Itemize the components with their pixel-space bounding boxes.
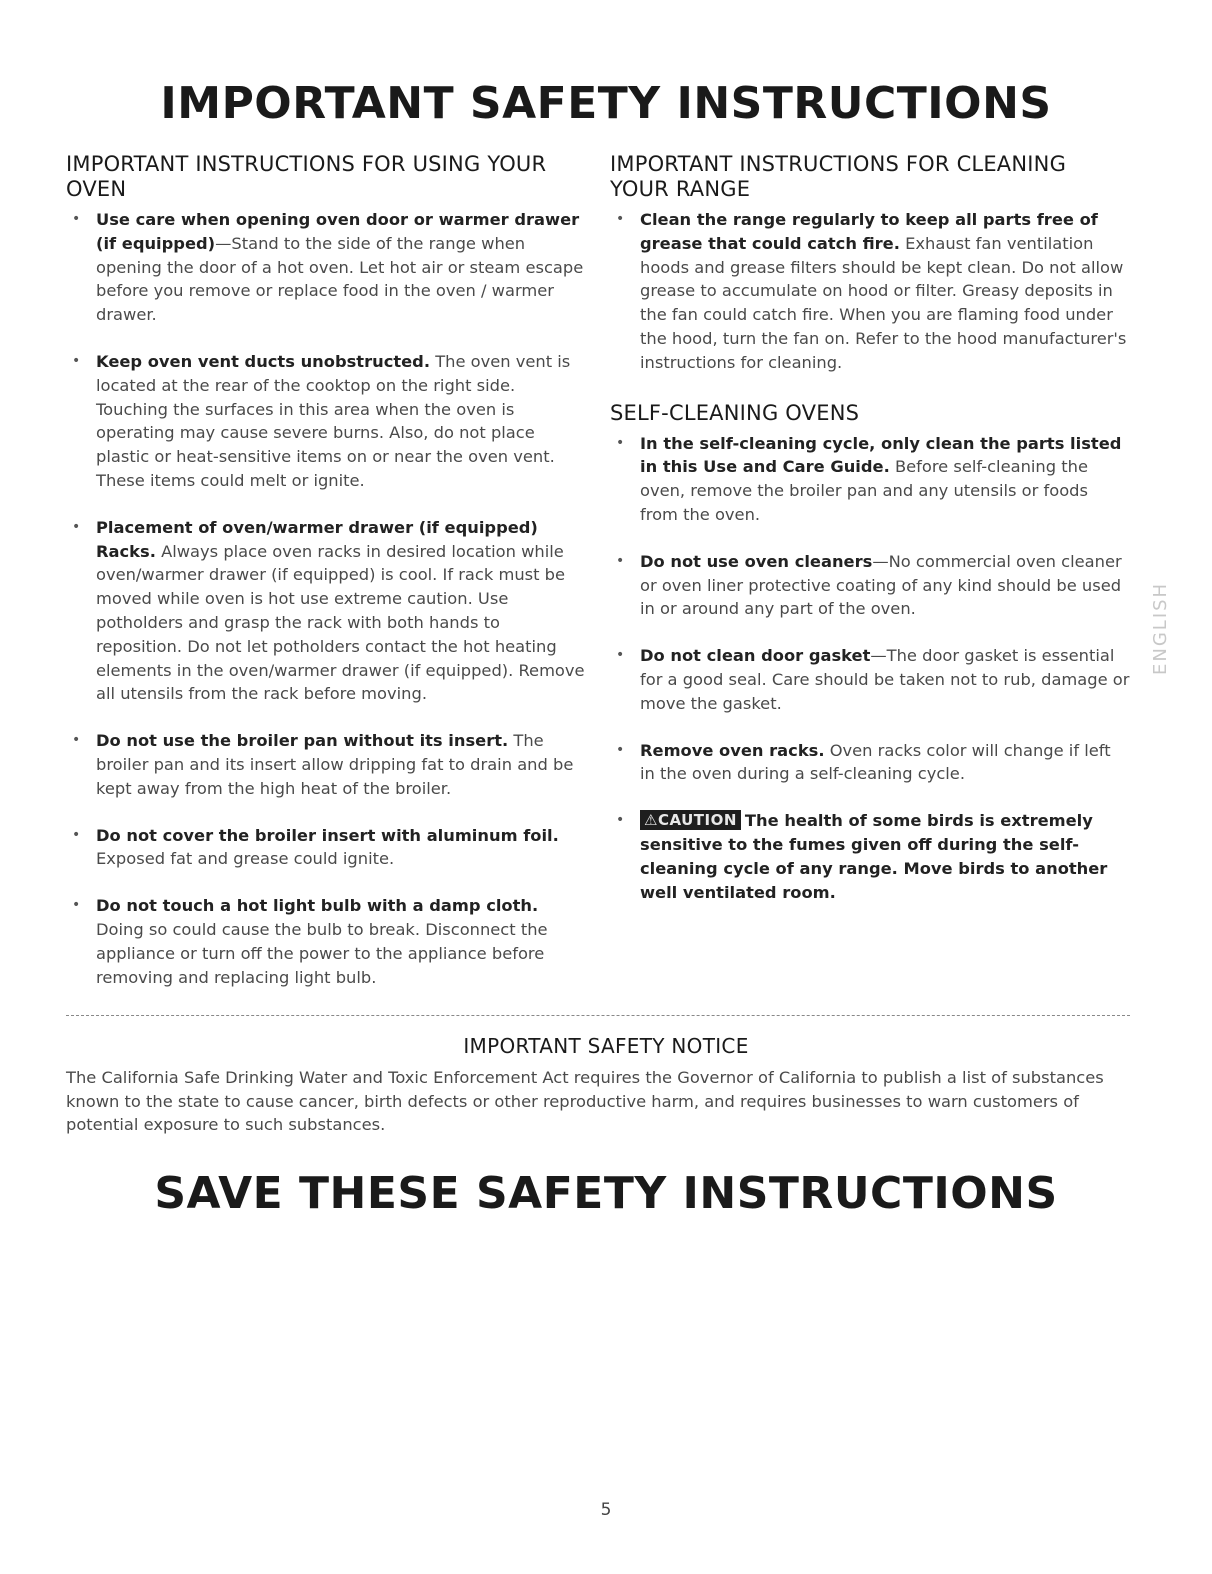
list-item	[610, 644, 1130, 715]
bullet-icon: •	[616, 552, 625, 569]
list-item	[610, 432, 1130, 527]
caution-text: The health of some birds is extremely sensitive to the fumes given off during the self-cleaning cycle of any range. Move birds to another well ventilated room.	[640, 811, 1108, 902]
bullet-icon: •	[616, 434, 625, 451]
item-body: Exhaust fan ventilation hoods and grease filters should be kept clean. Do not allow grease to accumulate on hood or filter. Greasy deposits in the fan could catch fire. When you are flaming food under the hood, turn the fan on. Refer to the hood manufacturer's instructions for cleaning.	[640, 233, 1127, 372]
item-body: Exposed fat and grease could ignite.	[96, 849, 395, 869]
item-lead: Do not use the broiler pan without its insert.	[96, 731, 509, 751]
item-body: Before self-cleaning the oven, remove the broiler pan and any utensils or foods from the oven.	[640, 457, 1088, 524]
bullet-icon: •	[616, 812, 625, 829]
caution-item	[610, 809, 1130, 904]
page-number: 5	[600, 1500, 612, 1520]
list-item	[66, 894, 586, 989]
self-cleaning-list	[610, 432, 1130, 905]
bullet-icon: •	[616, 647, 625, 664]
item-body: Oven racks color will change if left in the oven during a self-cleaning cycle.	[640, 740, 1111, 784]
item-lead: Use care when opening oven door or warmer drawer (if equipped)	[96, 210, 580, 253]
bullet-icon: •	[72, 826, 81, 843]
item-lead: Do not clean door gasket	[640, 646, 871, 666]
bullet-icon: •	[72, 732, 81, 749]
safety-notice-body: The California Safe Drinking Water and Toxic Enforcement Act requires the Governor of California to publish a list of substances known to the state to cause cancer, birth defects or other reproductive harm, and requires businesses to warn customers of potential exposure to such substances.	[66, 1068, 1104, 1134]
safety-notice-heading: IMPORTANT SAFETY NOTICE	[463, 1034, 749, 1058]
bullet-icon: •	[72, 897, 81, 914]
caution-badge: ⚠CAUTION	[640, 810, 741, 830]
item-lead: Keep oven vent ducts unobstructed.	[96, 351, 431, 371]
cleaning-instructions-heading: IMPORTANT INSTRUCTIONS FOR CLEANING YOUR RANGE	[610, 152, 1067, 201]
left-column	[66, 152, 586, 1012]
item-body: —The door gasket is essential for a good seal. Care should be taken not to rub, damage or move the gasket.	[640, 646, 1130, 713]
item-lead: Clean the range regularly to keep all parts free of grease that could catch fire.	[640, 210, 1098, 253]
item-lead: Do not touch a hot light bulb with a damp cloth.	[96, 896, 539, 916]
list-item	[66, 729, 586, 800]
item-body: Always place oven racks in desired location while oven/warmer drawer (if equipped) is cool. If rack must be moved while oven is hot use extreme caution. Use potholders and grasp the rack with both hands to reposition. Do not let potholders contact the hot heating elements in the oven/warmer drawer (if equipped). Remove all utensils from the rack before moving.	[96, 541, 585, 704]
right-column	[610, 152, 1130, 927]
save-instructions-title: SAVE THESE SAFETY INSTRUCTIONS	[154, 1168, 1058, 1219]
item-body: —Stand to the side of the range when opening the door of a hot oven. Let hot air or steam escape before you remove or replace food in the oven / warmer drawer.	[96, 233, 584, 325]
item-lead: Do not cover the broiler insert with aluminum foil.	[96, 825, 559, 845]
item-body: The broiler pan and its insert allow dripping fat to drain and be kept away from the high heat of the broiler.	[96, 731, 574, 798]
item-lead: In the self-cleaning cycle, only clean the parts listed in this Use and Care Guide.	[640, 433, 1122, 477]
self-cleaning-heading: SELF-CLEANING OVENS	[610, 400, 860, 425]
list-item	[66, 350, 586, 493]
list-item	[610, 550, 1130, 621]
bullet-icon: •	[72, 352, 81, 369]
cleaning-instructions-list	[610, 208, 1130, 375]
dashed-divider	[66, 1015, 1130, 1016]
bullet-icon: •	[616, 211, 625, 227]
bullet-icon: •	[72, 518, 81, 535]
language-side-tab: ENGLISH	[1150, 581, 1171, 675]
item-lead: Placement of oven/warmer drawer (if equipped) Racks.	[96, 517, 538, 561]
bullet-icon: •	[616, 741, 625, 758]
list-item	[66, 516, 586, 706]
list-item	[66, 824, 586, 872]
list-item	[610, 739, 1130, 787]
item-body: The oven vent is located at the rear of the cooktop on the right side. Touching the surfaces in this area when the oven is operating may cause severe burns. Also, do not place plastic or heat-sensitive items on or near the oven vent. These items could melt or ignite.	[96, 351, 571, 490]
item-body: Doing so could cause the bulb to break. Disconnect the appliance or turn off the power to the appliance before removing and replacing light bulb.	[96, 919, 548, 987]
item-lead: Remove oven racks.	[640, 740, 825, 760]
oven-instructions-heading: IMPORTANT INSTRUCTIONS FOR USING YOUR OVEN	[66, 152, 547, 201]
oven-instructions-list	[66, 208, 586, 989]
bullet-icon: •	[72, 211, 81, 227]
item-body: —No commercial oven cleaner or oven liner protective coating of any kind should be used in or around any part of the oven.	[640, 551, 1122, 619]
list-item	[66, 208, 586, 327]
page-title: IMPORTANT SAFETY INSTRUCTIONS	[160, 78, 1052, 129]
item-lead: Do not use oven cleaners	[640, 551, 873, 571]
list-item	[610, 208, 1130, 375]
